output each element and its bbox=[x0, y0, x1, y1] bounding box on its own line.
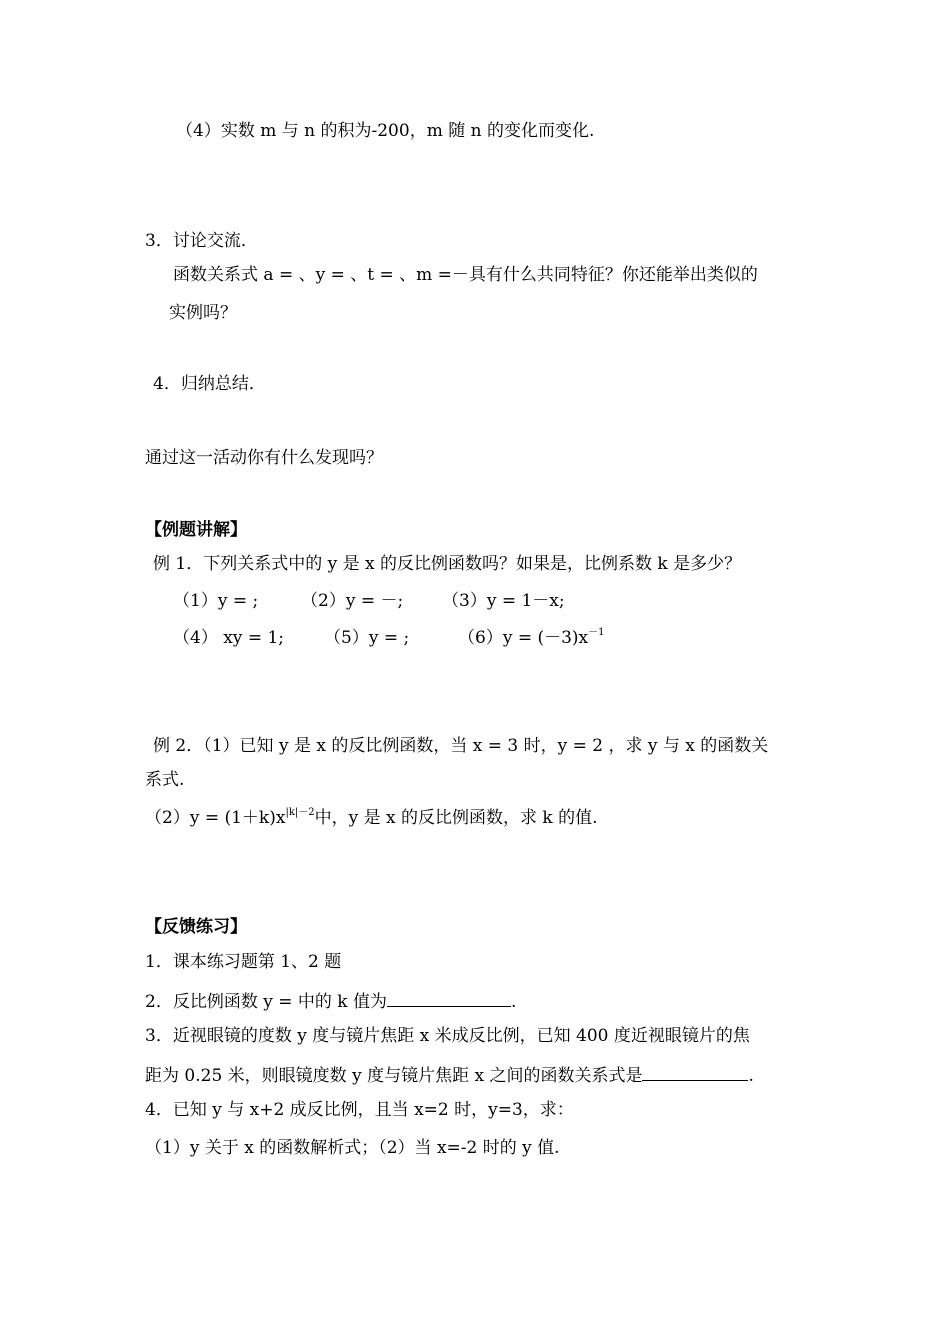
q3-text: 距为 0.25 米，则眼镜度数 y 度与镜片焦距 x 之间的函数关系式是 bbox=[145, 1066, 643, 1086]
q2-answer-blank[interactable] bbox=[387, 988, 511, 1007]
practice-q1: 1．课本练习题第 1、2 题 bbox=[145, 952, 342, 972]
summary-question: 通过这一活动你有什么发现吗？ bbox=[145, 448, 383, 468]
part-6-exponent: －1 bbox=[588, 627, 605, 638]
q2-end: . bbox=[510, 992, 517, 1012]
part-2-rest: 中，y 是 x 的反比例函数，求 k 的值. bbox=[314, 808, 598, 828]
discussion-line-2: 实例吗？ bbox=[169, 303, 237, 323]
example-2-line-1: 例 2．（1）已知 y 是 x 的反比例函数，当 x = 3 时，y = 2 ，求 y 与 x 的函数关 bbox=[153, 736, 769, 756]
q3-answer-blank[interactable] bbox=[642, 1062, 748, 1081]
practice-q3-line-1: 3．近视眼镜的度数 y 度与镜片焦距 x 米成反比例，已知 400 度近视眼镜片的焦 bbox=[145, 1026, 750, 1046]
part-2-base: （2）y = (1＋k)x bbox=[145, 808, 286, 828]
q2-text: 2．反比例函数 y = 中的 k 值为 bbox=[145, 992, 387, 1012]
practice-heading: 【反馈练习】 bbox=[145, 917, 247, 937]
example-2-part-2 bbox=[145, 806, 598, 830]
example-1-part-3: （3）y = 1－x; bbox=[442, 591, 565, 611]
part-6-base: （6）y = (－3)x bbox=[458, 628, 589, 648]
item-4: （4）实数 m 与 n 的积为-200，m 随 n 的变化而变化. bbox=[176, 121, 595, 141]
practice-q4-line-1: 4．已知 y 与 x+2 成反比例，且当 x=2 时，y=3，求： bbox=[145, 1100, 574, 1120]
example-2-line-2: 系式. bbox=[145, 770, 185, 790]
examples-heading: 【例题讲解】 bbox=[145, 520, 247, 540]
example-1-part-1: （1）y = ; bbox=[173, 591, 259, 611]
example-1-part-2: （2）y = －; bbox=[301, 591, 404, 611]
part-2-exponent: |k|－2 bbox=[285, 807, 315, 818]
example-1-part-4: （4） xy = 1; bbox=[173, 628, 285, 648]
summary-heading: 4．归纳总结． bbox=[153, 374, 266, 394]
practice-q4-line-2: （1）y 关于 x 的函数解析式；（2）当 x=-2 时的 y 值. bbox=[145, 1138, 560, 1158]
discussion-heading: 3．讨论交流． bbox=[145, 231, 258, 251]
example-1-part-5: （5）y = ; bbox=[324, 628, 410, 648]
q3-end: . bbox=[748, 1066, 754, 1086]
discussion-line-1: 函数关系式 a = 、y = 、t = 、m =－具有什么共同特征？你还能举出类似的 bbox=[173, 265, 758, 285]
example-1-part-6 bbox=[458, 626, 605, 650]
practice-q3-line-2 bbox=[145, 1062, 754, 1088]
example-1-stem: 例 1．下列关系式中的 y 是 x 的反比例函数吗？如果是，比例系数 k 是多少？ bbox=[153, 554, 742, 574]
practice-q2 bbox=[145, 988, 516, 1014]
